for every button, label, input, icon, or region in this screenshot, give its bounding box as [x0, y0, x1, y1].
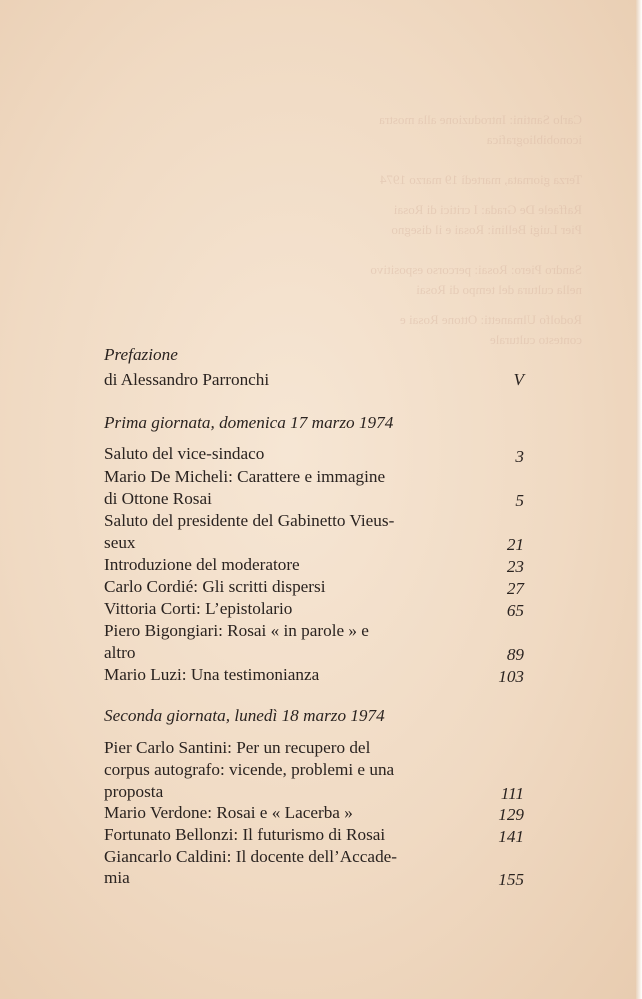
- toc-entry-line: Saluto del vice-sindaco: [104, 444, 265, 463]
- toc-entry-line: seux: [104, 533, 136, 552]
- toc-page-number: 5: [515, 491, 524, 510]
- toc-entry-line: Fortunato Bellonzi: Il futurismo di Rosai: [104, 825, 386, 844]
- toc-entry-line: Giancarlo Caldini: Il docente dell’Accade-: [104, 847, 398, 866]
- preface-title: Prefazione: [104, 345, 178, 364]
- toc-entry-line: corpus autografo: vicende, problemi e una: [104, 760, 395, 779]
- toc-entry-line: proposta: [104, 782, 164, 801]
- toc-entry-line: di Ottone Rosai: [104, 489, 212, 508]
- toc-page-number: 89: [506, 645, 524, 664]
- bleed-through-ghost-text: Carlo Santini: Introduzione alla mostra iconobibliografica Terza giornata, martedì 19 marzo 1974 Raffaele De Grada: I critici di Rosai Pier Luigi Bellini: Rosai e il disegno Sandro Piero: Rosai: percorso espositivo nella cultura del tempo di Rosai Rodolfo Ulmanetti: Ottone Rosai e contesto culturale: [370, 112, 582, 347]
- day1-heading: Prima giornata, domenica 17 marzo 1974: [104, 413, 394, 432]
- toc-entry-line: altro: [104, 643, 136, 662]
- toc-entry-line: Mario Verdone: Rosai e « Lacerba »: [104, 803, 353, 822]
- toc-page-number: 103: [498, 667, 524, 686]
- preface-author: di Alessandro Parronchi: [104, 370, 270, 389]
- toc-page-number: 155: [498, 870, 524, 889]
- toc-entry-line: Mario De Micheli: Carattere e immagine: [104, 467, 386, 486]
- toc-page-number: 141: [498, 827, 524, 846]
- toc-page-number: 65: [506, 601, 524, 620]
- toc-entry-line: Mario Luzi: Una testimonianza: [104, 665, 320, 684]
- preface-page-number: V: [513, 370, 524, 389]
- toc-entry-line: Vittoria Corti: L’epistolario: [104, 599, 293, 618]
- toc-entry-line: mia: [104, 868, 130, 887]
- toc-entry-line: Introduzione del moderatore: [104, 555, 300, 574]
- toc-page-number: 21: [506, 535, 524, 554]
- toc-entry-line: Pier Carlo Santini: Per un recupero del: [104, 738, 371, 757]
- toc-page-number: 3: [515, 447, 524, 466]
- toc-page-number: 27: [506, 579, 524, 598]
- toc-entry-line: Carlo Cordié: Gli scritti dispersi: [104, 577, 326, 596]
- toc-page-number: 129: [498, 805, 524, 824]
- toc-entry-line: Saluto del presidente del Gabinetto Vieus-: [104, 511, 395, 530]
- toc-page-number: 111: [500, 784, 524, 803]
- day2-heading: Seconda giornata, lunedì 18 marzo 1974: [104, 706, 385, 725]
- toc-page-number: 23: [506, 557, 524, 576]
- toc-entry-line: Piero Bigongiari: Rosai « in parole » e: [104, 621, 369, 640]
